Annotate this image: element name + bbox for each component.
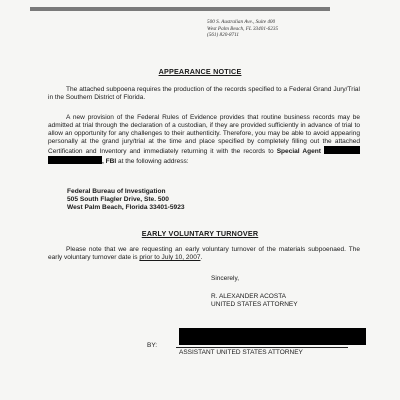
signature-line [176, 347, 348, 348]
closing: Sincerely, [211, 275, 240, 282]
paragraph-text: The attached subpoena requires the production of the records specified to a Federal Grand Jury/Trial in the Southern District of Florida. [48, 86, 360, 101]
turnover-date: prior to July 10, 2007 [139, 253, 201, 261]
redaction-block [179, 328, 366, 345]
paragraph-text: . [200, 253, 203, 261]
address-line: West Palm Beach, FL 33401-6235 [207, 25, 279, 32]
fbi-address-line: Federal Bureau of Investigation [67, 188, 166, 195]
by-label: BY: [147, 342, 158, 349]
fbi-address-line: 505 South Flagler Drive, Ste. 500 [67, 195, 169, 203]
paragraph-turnover [48, 246, 360, 262]
fbi-label: , FBI [102, 157, 117, 165]
redaction-block [48, 156, 102, 164]
address-line: (561) 820-8711 [207, 32, 240, 39]
assistant-title: ASSISTANT UNITED STATES ATTORNEY [179, 349, 303, 356]
special-agent-label: Special Agent [276, 147, 321, 155]
paragraph-subpoena [48, 86, 360, 102]
paragraph-text: at the following address: [116, 157, 189, 165]
redaction-block [324, 146, 360, 154]
signer-name: R. ALEXANDER ACOSTA [211, 293, 287, 300]
fbi-address [67, 188, 185, 212]
paragraph-evidence-rules [48, 114, 360, 165]
early-turnover-heading: EARLY VOLUNTARY TURNOVER [141, 229, 259, 238]
fbi-address-line: West Palm Beach, Florida 33401-5923 [67, 203, 185, 211]
address-line: 500 S. Australian Ave., Suite 400 [207, 19, 276, 25]
signer-title: UNITED STATES ATTORNEY [211, 301, 298, 308]
letterhead-address [207, 19, 278, 39]
paragraph-text: Please note that we are requesting an early voluntary turnover of the materials subpoenaed. The early voluntary turnover date is [48, 246, 360, 261]
appearance-notice-heading: APPEARANCE NOTICE [158, 67, 242, 76]
letterhead-bar [30, 7, 330, 11]
paragraph-text: A new provision of the Federal Rules of Evidence provides that routine business records may be admitted at trial through the declaration of a custodian, if they are provided sufficiently in advance of trial to allow an opportunity for any challenges to their authenticity. Therefore, you may be able to avoid appearing personally at the grand jury/trial at the time and place specified by completely filling out the attached Certification and Inventory and immediately returning it with the records to [48, 114, 360, 155]
